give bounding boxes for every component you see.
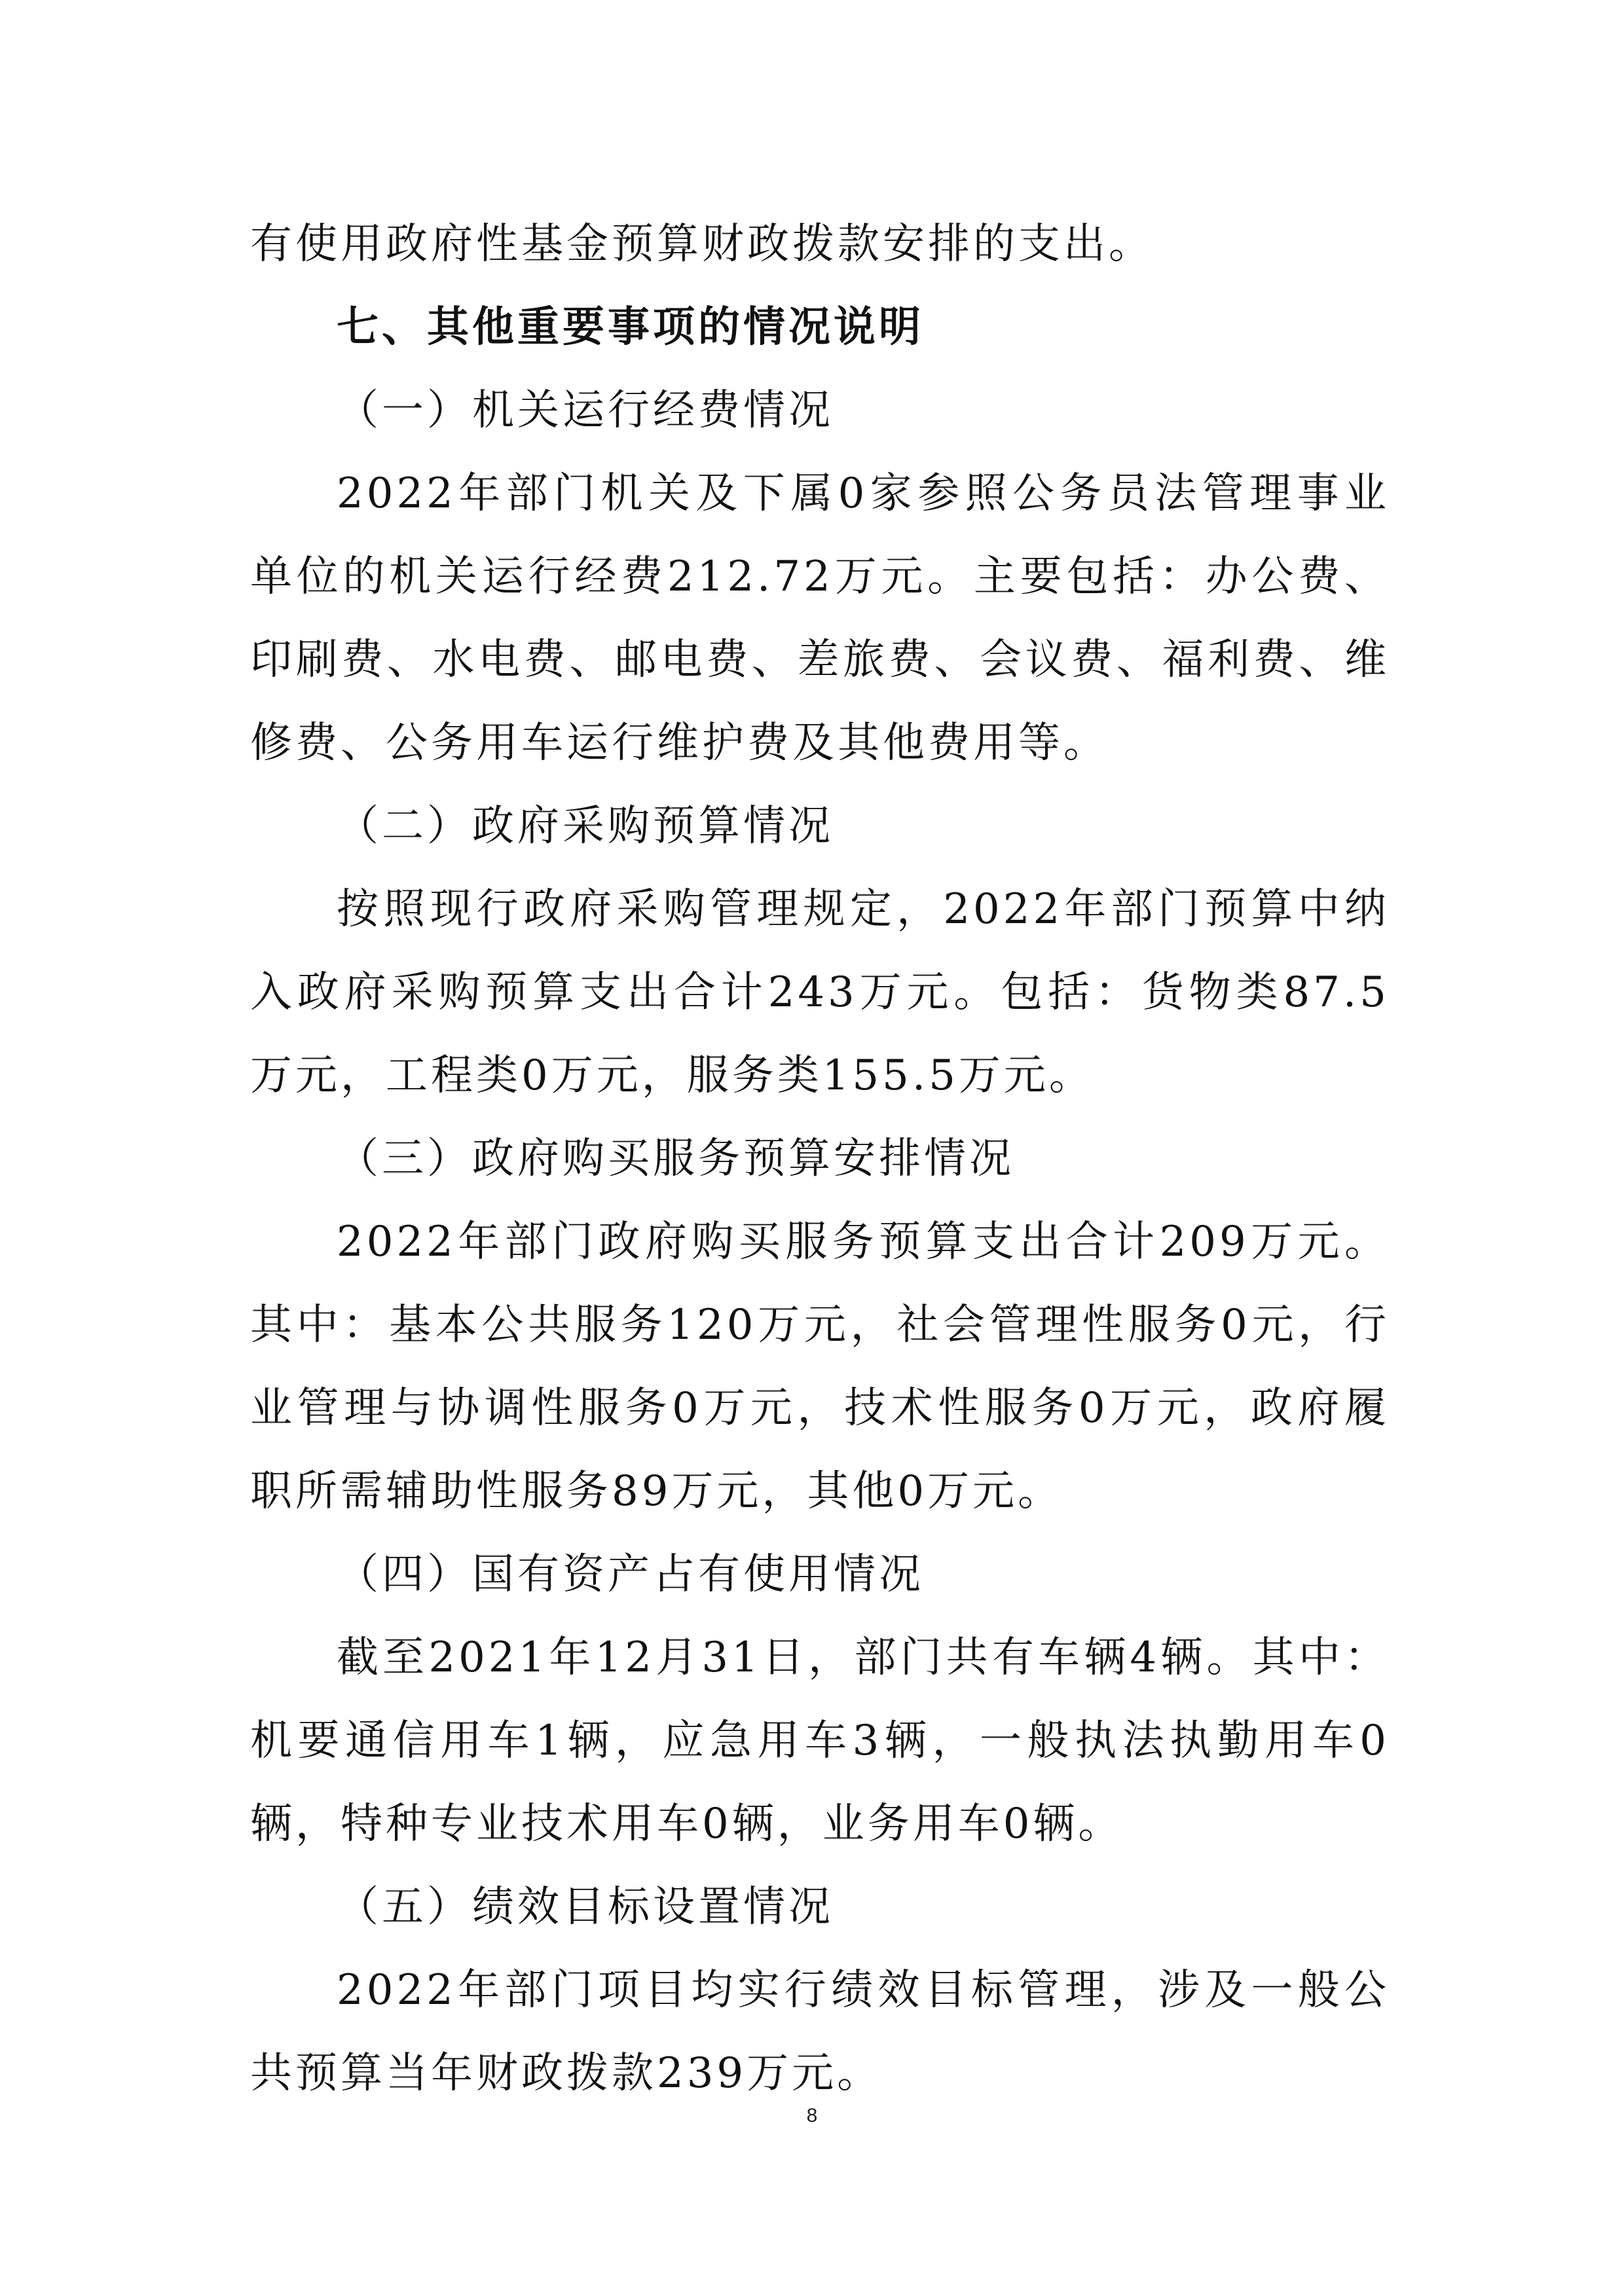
subheading-service-purchase: （三）政府购买服务预算安排情况 — [337, 1135, 1014, 1183]
paragraph-continuation: 有使用政府性基金预算财政拨款安排的支出。 — [250, 220, 1154, 268]
paragraph-procurement-budget: 按照现行政府采购管理规定，2022年部门预算中纳入政府采购预算支出合计243万元。包括：货物类87.5万元，工程类0万元，服务类155.5万元。 — [250, 885, 1390, 1100]
paragraph-service-purchase: 2022年部门政府购买服务预算支出合计209万元。其中：基本公共服务120万元，社会管理性服务0元，行业管理与协调性服务0万元，技术性服务0万元，政府履职所需辅助性服务89万元，其他0万元。 — [250, 1218, 1390, 1516]
section-heading: 七、其他重要事项的情况说明 — [337, 303, 924, 352]
paragraph-performance-goals: 2022年部门项目均实行绩效目标管理，涉及一般公共预算当年财政拨款239万元。 — [250, 1966, 1390, 2098]
subheading-procurement-budget: （二）政府采购预算情况 — [337, 802, 834, 850]
subheading-performance-goals: （五）绩效目标设置情况 — [337, 1883, 834, 1931]
subheading-state-assets: （四）国有资产占有使用情况 — [337, 1550, 924, 1599]
paragraph-state-assets: 截至2021年12月31日，部门共有车辆4辆。其中：机要通信用车1辆，应急用车3辆，一般执法执勤用车0辆，特种专业技术用车0辆，业务用车0辆。 — [250, 1633, 1390, 1848]
document-body — [250, 203, 1390, 2115]
page-number: 8 — [806, 2105, 818, 2126]
paragraph-operating-expenses: 2022年部门机关及下属0家参照公务员法管理事业单位的机关运行经费212.72万元。主要包括：办公费、印刷费、水电费、邮电费、差旅费、会议费、福利费、维修费、公务用车运行维护费及其他费用等。 — [250, 469, 1390, 767]
subheading-operating-expenses: （一）机关运行经费情况 — [337, 386, 834, 435]
